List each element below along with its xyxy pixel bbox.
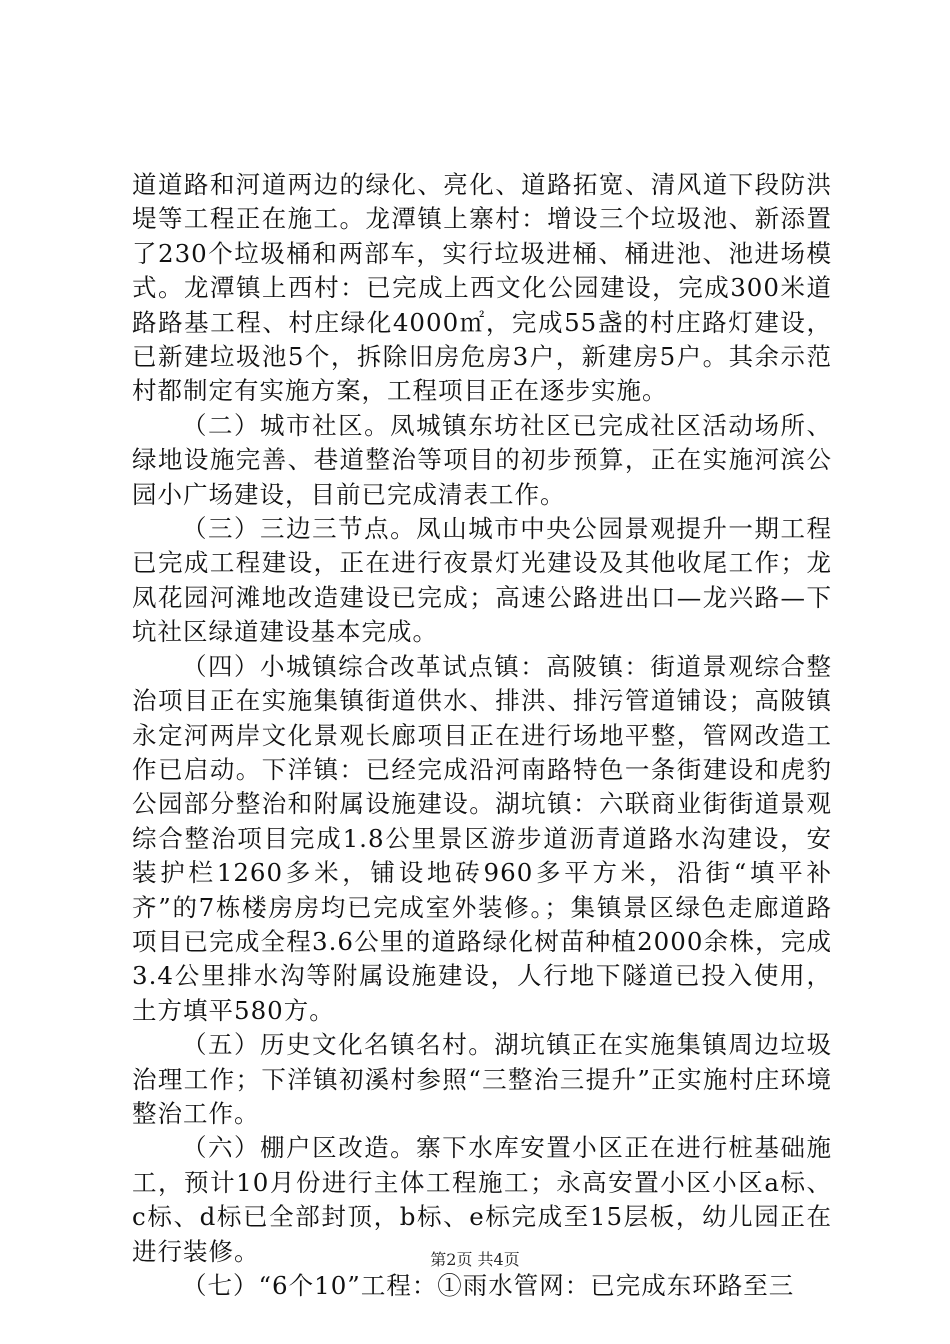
document-body [132,168,832,1303]
paragraph-six-ten-project: （七）“6个10”工程：①雨水管网：已完成东环路至三 [182,1271,795,1300]
paragraph-historic-towns: （五）历史文化名镇名村。湖坑镇正在实施集镇周边垃圾治理工作；下洋镇初溪村参照“三整治三提升”正实施村庄环境整治工作。 [132,1030,832,1128]
paragraph-small-town-reform: （四）小城镇综合改革试点镇：高陂镇：街道景观综合整治项目正在实施集镇街道供水、排洪、排污管道铺设；高陂镇永定河两岸文化景观长廊项目正在进行场地平整，管网改造工作已启动。下洋镇：已经完成沿河南路特色一条街建设和虎豹公园部分整治和附属设施建设。湖坑镇：六联商业街街道景观综合整治项目完成1.8公里景区游步道沥青道路水沟建设，安装护栏1260多米，铺设地砖960多平方米，沿街“填平补齐”的7栋楼房房均已完成室外装修。；集镇景区绿色走廊道路项目已完成全程3.6公里的道路绿化树苗种植2000余株，完成3.4公里排水沟等附属设施建设，人行地下隧道已投入使用，土方填平580方。 [132,651,832,1025]
paragraph-urban-community: （二）城市社区。凤城镇东坊社区已完成社区活动场所、绿地设施完善、巷道整治等项目的初步预算，正在实施河滨公园小广场建设，目前已完成清表工作。 [132,410,832,509]
page-footer: 第2页 共4页 [430,1250,520,1269]
paragraph-three-sides-nodes: （三）三边三节点。凤山城市中央公园景观提升一期工程已完成工程建设，正在进行夜景灯光建设及其他收尾工作；龙凤花园河滩地改造建设已完成；高速公路进出口—龙兴路—下坑社区绿道建设基本完成。 [132,514,832,647]
paragraph-shantytown-renovation: （六）棚户区改造。寨下水库安置小区正在进行桩基础施工，预计10月份进行主体工程施工；永高安置小区小区a标、c标、d标已全部封顶，b标、e标完成至15层板，幼儿园正在进行装修。 [132,1133,832,1266]
paragraph-continuation: 道道路和河道两边的绿化、亮化、道路拓宽、清风道下段防洪堤等工程正在施工。龙潭镇上寨村：增设三个垃圾池、新添置了230个垃圾桶和两部车，实行垃圾进桶、桶进池、池进场模式。龙潭镇上西村：已完成上西文化公园建设，完成300米道路路基工程、村庄绿化4000㎡，完成55盏的村庄路灯建设，已新建垃圾池5个，拆除旧房危房3户，新建房5户。其余示范村都制定有实施方案，工程项目正在逐步实施。 [132,170,832,406]
